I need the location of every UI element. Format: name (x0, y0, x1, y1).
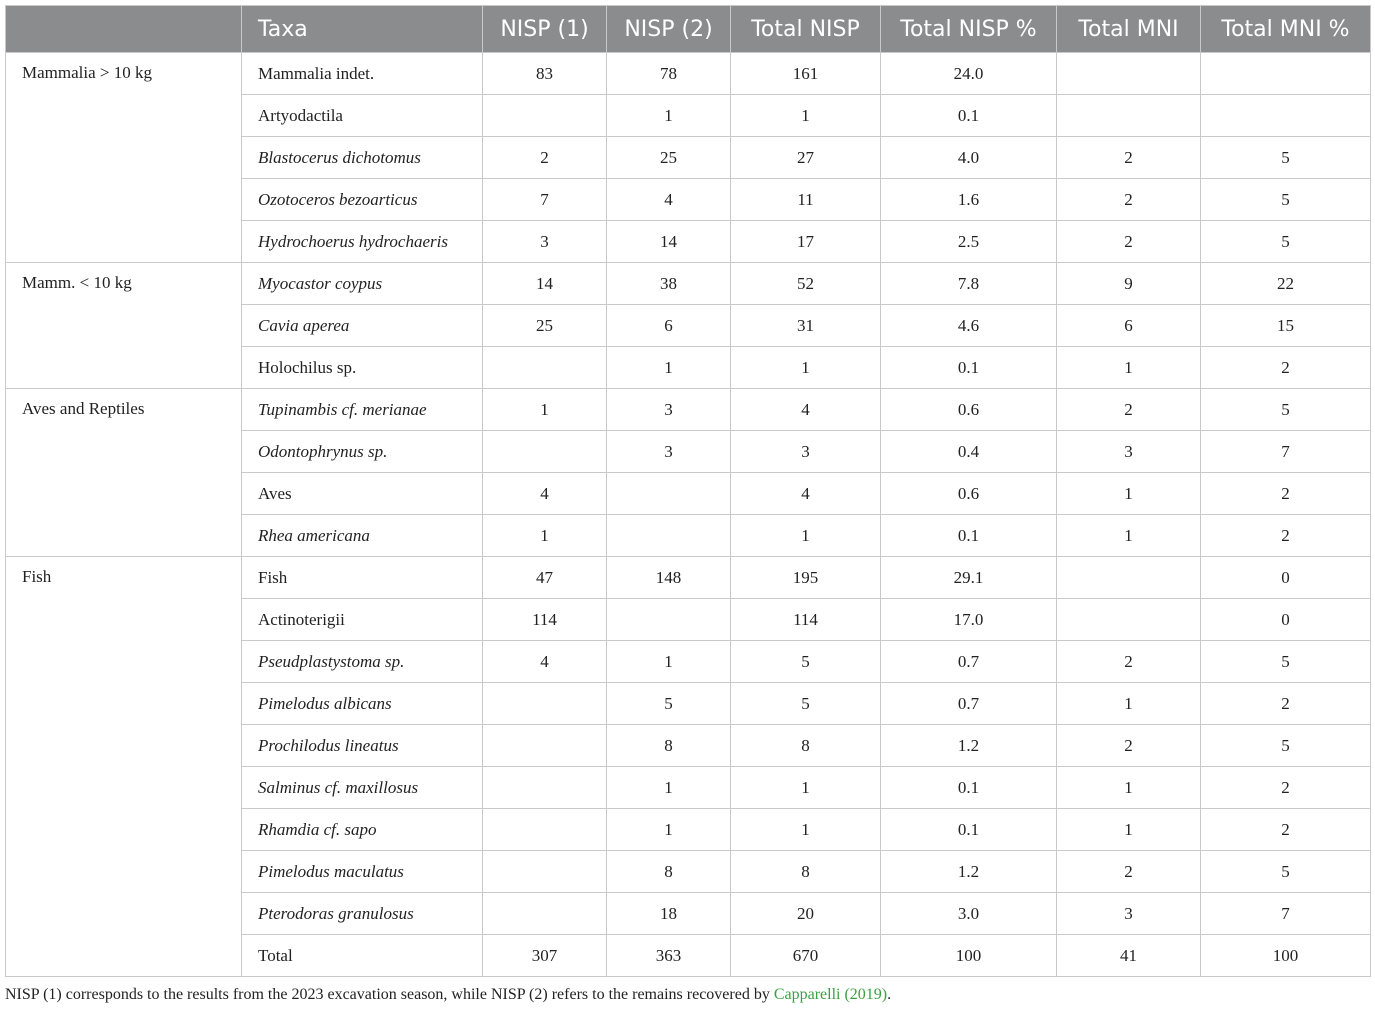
total-mni-cell: 2 (1057, 221, 1201, 263)
total-nisp-pct-cell: 0.7 (881, 641, 1057, 683)
total-mni-pct-cell: 0 (1201, 599, 1371, 641)
header-nisp-2: NISP (2) (607, 6, 731, 53)
table-footnote (5, 986, 891, 1004)
taxon-cell: Hydrochoerus hydrochaeris (242, 221, 483, 263)
nisp-2-cell: 14 (607, 221, 731, 263)
total-mni-pct-cell: 5 (1201, 137, 1371, 179)
nisp-2-cell: 3 (607, 389, 731, 431)
total-nisp-cell: 114 (731, 599, 881, 641)
taxon-cell: Rhea americana (242, 515, 483, 557)
nisp-2-cell (607, 599, 731, 641)
total-nisp-pct-cell: 1.6 (881, 179, 1057, 221)
header-total-nisp-pct: Total NISP % (881, 6, 1057, 53)
nisp-1-cell: 1 (483, 515, 607, 557)
nisp-1-cell (483, 683, 607, 725)
total-nisp-pct-cell: 4.6 (881, 305, 1057, 347)
nisp-1-cell: 114 (483, 599, 607, 641)
total-mni-cell (1057, 557, 1201, 599)
total-mni-cell: 2 (1057, 641, 1201, 683)
nisp-2-cell: 1 (607, 767, 731, 809)
taxon-cell: Pterodoras granulosus (242, 893, 483, 935)
total-mni-pct-cell: 2 (1201, 809, 1371, 851)
nisp-2-cell: 1 (607, 347, 731, 389)
total-nisp-pct-cell: 0.1 (881, 809, 1057, 851)
total-mni-pct-cell: 2 (1201, 767, 1371, 809)
taxon-cell: Pimelodus maculatus (242, 851, 483, 893)
nisp-2-cell: 148 (607, 557, 731, 599)
nisp-1-cell: 14 (483, 263, 607, 305)
nisp-2-cell: 1 (607, 809, 731, 851)
total-nisp-cell: 8 (731, 725, 881, 767)
total-mni-cell: 2 (1057, 137, 1201, 179)
total-mni-cell: 2 (1057, 851, 1201, 893)
nisp-1-cell: 25 (483, 305, 607, 347)
total-mni-pct-cell: 100 (1201, 935, 1371, 977)
total-mni-pct-cell: 5 (1201, 725, 1371, 767)
total-nisp-cell: 670 (731, 935, 881, 977)
taxon-cell: Blastocerus dichotomus (242, 137, 483, 179)
group-label: Mamm. < 10 kg (6, 263, 242, 389)
total-mni-cell: 3 (1057, 431, 1201, 473)
taxon-cell: Tupinambis cf. merianae (242, 389, 483, 431)
group-label: Fish (6, 557, 242, 977)
nisp-2-cell: 1 (607, 641, 731, 683)
total-nisp-pct-cell: 0.6 (881, 473, 1057, 515)
nisp-1-cell: 3 (483, 221, 607, 263)
nisp-2-cell: 38 (607, 263, 731, 305)
total-mni-cell (1057, 599, 1201, 641)
header-row (6, 6, 1371, 53)
nisp-1-cell: 307 (483, 935, 607, 977)
total-mni-cell (1057, 95, 1201, 137)
total-mni-pct-cell: 2 (1201, 515, 1371, 557)
total-nisp-cell: 1 (731, 347, 881, 389)
header-nisp-1: NISP (1) (483, 6, 607, 53)
total-mni-cell: 1 (1057, 767, 1201, 809)
nisp-1-cell: 2 (483, 137, 607, 179)
total-nisp-cell: 3 (731, 431, 881, 473)
total-nisp-pct-cell: 24.0 (881, 53, 1057, 95)
total-nisp-pct-cell: 0.6 (881, 389, 1057, 431)
total-nisp-pct-cell: 3.0 (881, 893, 1057, 935)
total-mni-cell: 1 (1057, 347, 1201, 389)
total-nisp-cell: 5 (731, 641, 881, 683)
nisp-2-cell (607, 473, 731, 515)
taxon-cell: Pimelodus albicans (242, 683, 483, 725)
nisp-2-cell: 78 (607, 53, 731, 95)
table-row (6, 389, 1371, 431)
taxon-cell: Fish (242, 557, 483, 599)
total-nisp-cell: 52 (731, 263, 881, 305)
total-mni-pct-cell: 7 (1201, 893, 1371, 935)
taxon-cell: Cavia aperea (242, 305, 483, 347)
total-nisp-cell: 4 (731, 389, 881, 431)
taxon-cell: Odontophrynus sp. (242, 431, 483, 473)
total-nisp-pct-cell: 29.1 (881, 557, 1057, 599)
total-mni-cell: 2 (1057, 725, 1201, 767)
taxon-cell: Pseudplastystoma sp. (242, 641, 483, 683)
nisp-1-cell (483, 347, 607, 389)
nisp-1-cell (483, 431, 607, 473)
nisp-2-cell (607, 515, 731, 557)
nisp-1-cell: 1 (483, 389, 607, 431)
header-total-mni-pct: Total MNI % (1201, 6, 1371, 53)
total-nisp-pct-cell: 0.1 (881, 95, 1057, 137)
total-mni-cell: 1 (1057, 473, 1201, 515)
total-nisp-cell: 11 (731, 179, 881, 221)
total-mni-cell: 2 (1057, 179, 1201, 221)
table-body (6, 53, 1371, 977)
total-nisp-pct-cell: 4.0 (881, 137, 1057, 179)
total-nisp-pct-cell: 2.5 (881, 221, 1057, 263)
total-mni-cell: 1 (1057, 515, 1201, 557)
header-total-mni: Total MNI (1057, 6, 1201, 53)
nisp-2-cell: 4 (607, 179, 731, 221)
nisp-2-cell: 1 (607, 95, 731, 137)
total-nisp-cell: 195 (731, 557, 881, 599)
taxon-cell: Salminus cf. maxillosus (242, 767, 483, 809)
total-mni-cell: 3 (1057, 893, 1201, 935)
total-nisp-cell: 5 (731, 683, 881, 725)
total-nisp-cell: 31 (731, 305, 881, 347)
total-mni-pct-cell: 5 (1201, 641, 1371, 683)
taxon-cell: Rhamdia cf. sapo (242, 809, 483, 851)
nisp-2-cell: 8 (607, 851, 731, 893)
total-nisp-cell: 20 (731, 893, 881, 935)
group-label: Mammalia > 10 kg (6, 53, 242, 263)
nisp-1-cell (483, 851, 607, 893)
total-mni-pct-cell: 5 (1201, 221, 1371, 263)
taxon-cell: Holochilus sp. (242, 347, 483, 389)
header-group (6, 6, 242, 53)
total-mni-pct-cell: 5 (1201, 389, 1371, 431)
total-mni-pct-cell: 15 (1201, 305, 1371, 347)
total-mni-pct-cell: 22 (1201, 263, 1371, 305)
nisp-1-cell: 83 (483, 53, 607, 95)
nisp-1-cell (483, 95, 607, 137)
total-mni-pct-cell: 5 (1201, 179, 1371, 221)
taxon-cell: Mammalia indet. (242, 53, 483, 95)
nisp-2-cell: 25 (607, 137, 731, 179)
nisp-1-cell: 47 (483, 557, 607, 599)
total-mni-cell: 1 (1057, 683, 1201, 725)
nisp-1-cell: 4 (483, 641, 607, 683)
nisp-1-cell (483, 893, 607, 935)
total-mni-cell: 1 (1057, 809, 1201, 851)
table-header (6, 6, 1371, 53)
header-total-nisp: Total NISP (731, 6, 881, 53)
taxa-table (5, 5, 1371, 977)
total-mni-pct-cell: 5 (1201, 851, 1371, 893)
total-nisp-pct-cell: 100 (881, 935, 1057, 977)
total-nisp-cell: 8 (731, 851, 881, 893)
nisp-2-cell: 363 (607, 935, 731, 977)
total-nisp-pct-cell: 17.0 (881, 599, 1057, 641)
total-mni-pct-cell: 7 (1201, 431, 1371, 473)
total-nisp-cell: 161 (731, 53, 881, 95)
nisp-2-cell: 6 (607, 305, 731, 347)
total-mni-cell (1057, 53, 1201, 95)
total-mni-cell: 41 (1057, 935, 1201, 977)
total-mni-pct-cell: 2 (1201, 683, 1371, 725)
total-nisp-cell: 27 (731, 137, 881, 179)
total-nisp-cell: 1 (731, 515, 881, 557)
total-nisp-pct-cell: 0.4 (881, 431, 1057, 473)
nisp-2-cell: 8 (607, 725, 731, 767)
footnote-end: . (887, 986, 892, 1003)
total-mni-pct-cell (1201, 53, 1371, 95)
nisp-2-cell: 3 (607, 431, 731, 473)
total-nisp-pct-cell: 7.8 (881, 263, 1057, 305)
total-mni-pct-cell (1201, 95, 1371, 137)
taxon-cell: Aves (242, 473, 483, 515)
taxon-cell: Myocastor coypus (242, 263, 483, 305)
total-mni-cell: 2 (1057, 389, 1201, 431)
total-nisp-pct-cell: 0.7 (881, 683, 1057, 725)
total-mni-cell: 9 (1057, 263, 1201, 305)
total-nisp-pct-cell: 0.1 (881, 515, 1057, 557)
nisp-1-cell (483, 767, 607, 809)
total-nisp-cell: 1 (731, 95, 881, 137)
nisp-1-cell: 4 (483, 473, 607, 515)
taxon-cell: Prochilodus lineatus (242, 725, 483, 767)
total-nisp-pct-cell: 1.2 (881, 851, 1057, 893)
header-taxa: Taxa (242, 6, 483, 53)
total-mni-cell: 6 (1057, 305, 1201, 347)
total-nisp-pct-cell: 0.1 (881, 347, 1057, 389)
total-nisp-cell: 17 (731, 221, 881, 263)
nisp-2-cell: 5 (607, 683, 731, 725)
taxon-cell: Actinoterigii (242, 599, 483, 641)
group-label: Aves and Reptiles (6, 389, 242, 557)
table-row (6, 557, 1371, 599)
total-nisp-pct-cell: 1.2 (881, 725, 1057, 767)
table-row (6, 263, 1371, 305)
total-nisp-pct-cell: 0.1 (881, 767, 1057, 809)
footnote-citation-link[interactable]: Capparelli (2019) (773, 986, 888, 1003)
nisp-2-cell: 18 (607, 893, 731, 935)
table-row (6, 53, 1371, 95)
total-mni-pct-cell: 0 (1201, 557, 1371, 599)
total-nisp-cell: 1 (731, 767, 881, 809)
taxon-cell: Ozotoceros bezoarticus (242, 179, 483, 221)
total-nisp-cell: 4 (731, 473, 881, 515)
total-mni-pct-cell: 2 (1201, 347, 1371, 389)
taxon-cell: Total (242, 935, 483, 977)
nisp-1-cell (483, 809, 607, 851)
nisp-1-cell (483, 725, 607, 767)
total-mni-pct-cell: 2 (1201, 473, 1371, 515)
nisp-1-cell: 7 (483, 179, 607, 221)
taxon-cell: Artyodactila (242, 95, 483, 137)
total-nisp-cell: 1 (731, 809, 881, 851)
footnote-text: NISP (1) corresponds to the results from the 2023 excavation season, while NISP (2) refers to the remains recovered by (5, 986, 774, 1003)
